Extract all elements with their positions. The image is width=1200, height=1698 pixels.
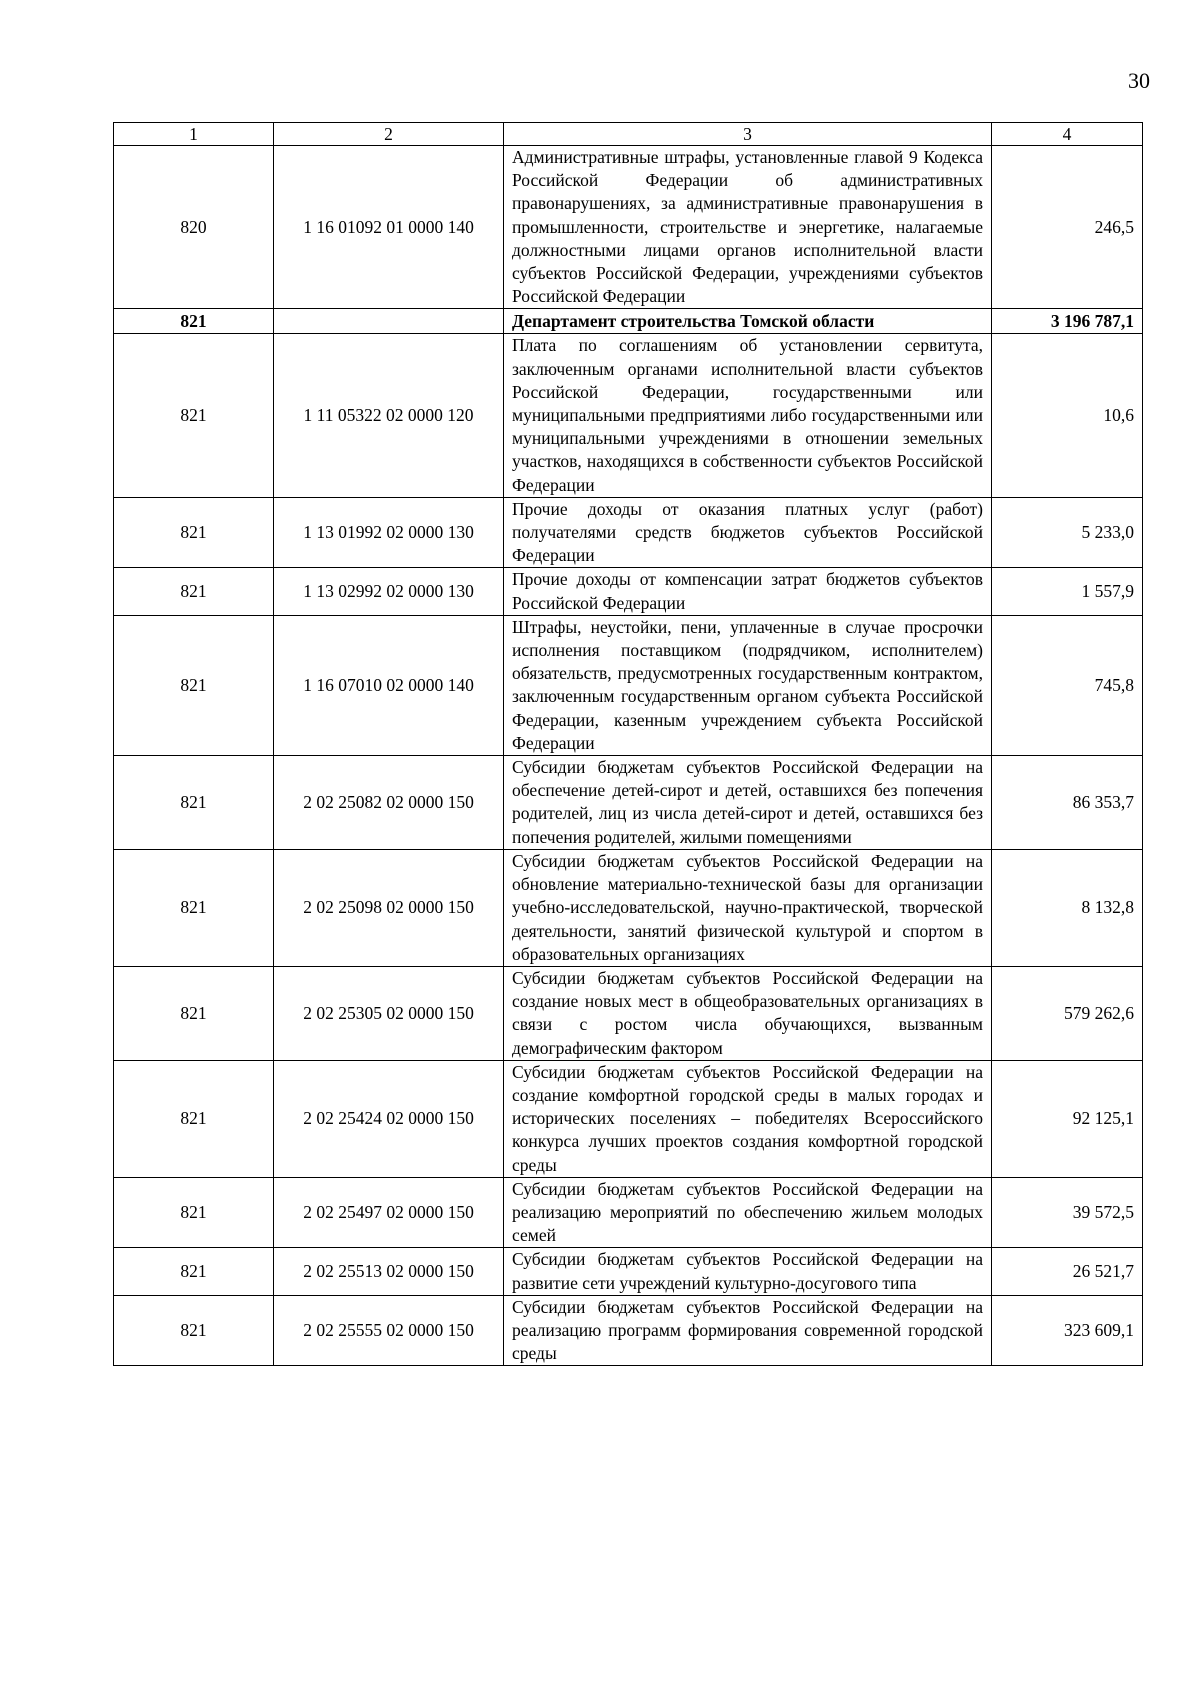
budget-code-cell: 1 16 07010 02 0000 140: [274, 615, 504, 755]
admin-code-cell: 821: [114, 334, 274, 497]
admin-code-cell: 821: [114, 1060, 274, 1177]
admin-code-cell: 821: [114, 1248, 274, 1295]
revenue-name-cell: Субсидии бюджетам субъектов Российской Федерации на создание новых мест в общеобразовательных организациях в связи с ростом числа обучающихся, вызванным демографическим фактором: [504, 966, 992, 1060]
department-row: [114, 309, 1143, 334]
revenue-name-cell: Субсидии бюджетам субъектов Российской Федерации на создание комфортной городской среды в малых городах и исторических поселениях – победителях Всероссийского конкурса лучших проектов создания комфортной городской среды: [504, 1060, 992, 1177]
budget-code-cell: [274, 309, 504, 334]
amount-cell: 5 233,0: [992, 497, 1143, 568]
table-header: [114, 123, 1143, 146]
table-row: [114, 966, 1143, 1060]
budget-code-cell: 2 02 25305 02 0000 150: [274, 966, 504, 1060]
revenue-name-cell: Прочие доходы от оказания платных услуг (работ) получателями средств бюджетов субъектов Российской Федерации: [504, 497, 992, 568]
admin-code-cell: 820: [114, 146, 274, 309]
revenue-name-cell: Субсидии бюджетам субъектов Российской Федерации на развитие сети учреждений культурно-досугового типа: [504, 1248, 992, 1295]
table-row: [114, 1295, 1143, 1366]
budget-code-cell: 2 02 25424 02 0000 150: [274, 1060, 504, 1177]
amount-cell: 92 125,1: [992, 1060, 1143, 1177]
header-col-1: 1: [114, 123, 274, 146]
table-row: [114, 497, 1143, 568]
page-number: 30: [1128, 68, 1150, 93]
revenue-name-cell: Субсидии бюджетам субъектов Российской Федерации на реализацию мероприятий по обеспечению жильем молодых семей: [504, 1177, 992, 1248]
budget-code-cell: 1 13 01992 02 0000 130: [274, 497, 504, 568]
header-col-3: 3: [504, 123, 992, 146]
amount-cell: 1 557,9: [992, 568, 1143, 615]
table-row: [114, 146, 1143, 309]
budget-code-cell: 1 11 05322 02 0000 120: [274, 334, 504, 497]
table-row: [114, 1177, 1143, 1248]
amount-cell: 579 262,6: [992, 966, 1143, 1060]
revenue-name-cell: Субсидии бюджетам субъектов Российской Федерации на обеспечение детей-сирот и детей, оставшихся без попечения родителей, лиц из числа детей-сирот и детей, оставшихся без попечения родителей, жилыми помещениями: [504, 756, 992, 850]
table-row: [114, 756, 1143, 850]
admin-code-cell: 821: [114, 1295, 274, 1366]
revenue-name-cell: Плата по соглашениям об установлении сервитута, заключенным органами исполнительной власти субъектов Российской Федерации, государственными или муниципальными предприятиями либо государственными или муниципальными учреждениями в отношении земельных участков, находящихся в собственности субъектов Российской Федерации: [504, 334, 992, 497]
amount-cell: 10,6: [992, 334, 1143, 497]
budget-code-cell: 2 02 25082 02 0000 150: [274, 756, 504, 850]
table-row: [114, 1060, 1143, 1177]
admin-code-cell: 821: [114, 568, 274, 615]
amount-cell: 3 196 787,1: [992, 309, 1143, 334]
table-row: [114, 615, 1143, 755]
admin-code-cell: 821: [114, 966, 274, 1060]
admin-code-cell: 821: [114, 1177, 274, 1248]
revenue-name-cell: Субсидии бюджетам субъектов Российской Федерации на реализацию программ формирования современной городской среды: [504, 1295, 992, 1366]
header-col-2: 2: [274, 123, 504, 146]
revenue-name-cell: Субсидии бюджетам субъектов Российской Федерации на обновление материально-технической базы для организации учебно-исследовательской, научно-практической, творческой деятельности, занятий физической культурой и спортом в образовательных организациях: [504, 849, 992, 966]
revenue-name-cell: Прочие доходы от компенсации затрат бюджетов субъектов Российской Федерации: [504, 568, 992, 615]
table-row: [114, 849, 1143, 966]
revenue-table: [113, 122, 1143, 1366]
budget-code-cell: 1 16 01092 01 0000 140: [274, 146, 504, 309]
amount-cell: 39 572,5: [992, 1177, 1143, 1248]
table-row: [114, 334, 1143, 497]
revenue-name-cell: Административные штрафы, установленные главой 9 Кодекса Российской Федерации об административных правонарушениях, за административные правонарушения в промышленности, строительстве и энергетике, налагаемые должностными лицами органов исполнительной власти субъектов Российской Федерации, учреждениями субъектов Российской Федерации: [504, 146, 992, 309]
admin-code-cell: 821: [114, 309, 274, 334]
budget-code-cell: 2 02 25555 02 0000 150: [274, 1295, 504, 1366]
revenue-name-cell: Штрафы, неустойки, пени, уплаченные в случае просрочки исполнения поставщиком (подрядчиком, исполнителем) обязательств, предусмотренных государственным контрактом, заключенным государственным органом субъекта Российской Федерации, казенным учреждением субъекта Российской Федерации: [504, 615, 992, 755]
header-row: [114, 123, 1143, 146]
admin-code-cell: 821: [114, 497, 274, 568]
amount-cell: 745,8: [992, 615, 1143, 755]
admin-code-cell: 821: [114, 756, 274, 850]
header-col-4: 4: [992, 123, 1143, 146]
admin-code-cell: 821: [114, 615, 274, 755]
admin-code-cell: 821: [114, 849, 274, 966]
amount-cell: 323 609,1: [992, 1295, 1143, 1366]
budget-code-cell: 2 02 25497 02 0000 150: [274, 1177, 504, 1248]
amount-cell: 8 132,8: [992, 849, 1143, 966]
table-row: [114, 1248, 1143, 1295]
table-body: [114, 146, 1143, 1366]
amount-cell: 26 521,7: [992, 1248, 1143, 1295]
budget-code-cell: 1 13 02992 02 0000 130: [274, 568, 504, 615]
revenue-name-cell: Департамент строительства Томской области: [504, 309, 992, 334]
amount-cell: 246,5: [992, 146, 1143, 309]
amount-cell: 86 353,7: [992, 756, 1143, 850]
budget-code-cell: 2 02 25513 02 0000 150: [274, 1248, 504, 1295]
budget-code-cell: 2 02 25098 02 0000 150: [274, 849, 504, 966]
table-row: [114, 568, 1143, 615]
